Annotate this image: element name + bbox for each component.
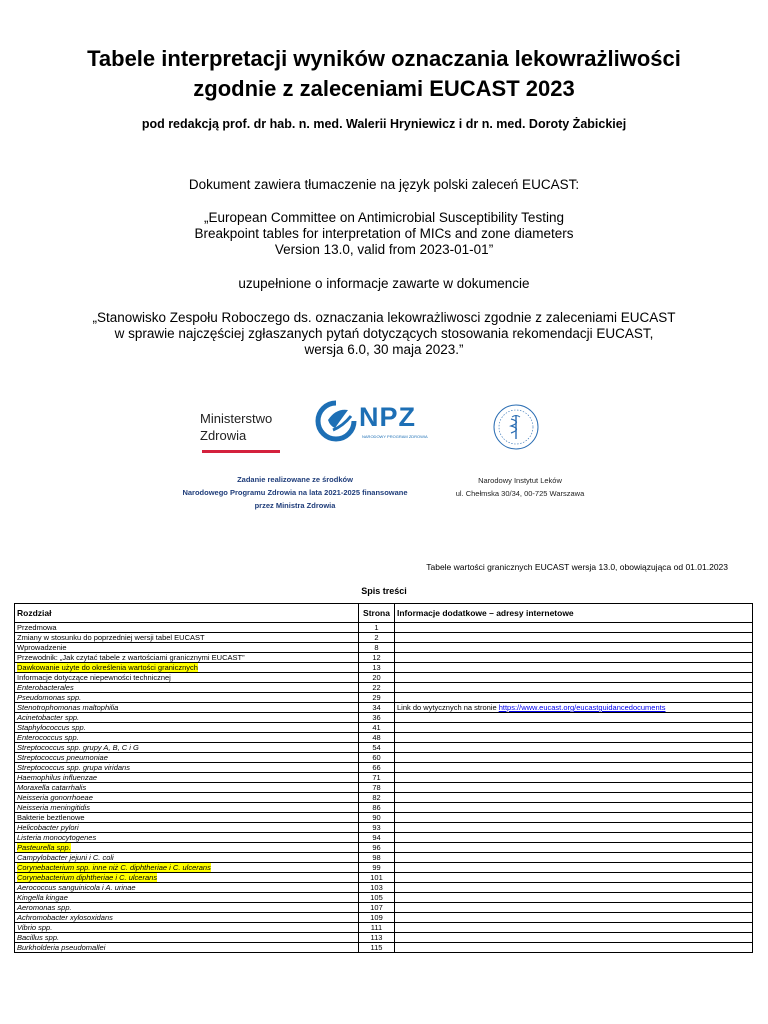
toc-chapter-cell <box>15 673 359 683</box>
toc-page-number: 13 <box>359 663 395 673</box>
toc-chapter-name[interactable]: Neisseria meningitidis <box>17 803 90 812</box>
toc-row[interactable] <box>15 923 753 933</box>
toc-page-number: 115 <box>359 943 395 953</box>
toc-chapter-name[interactable]: Enterobacterales <box>17 683 74 692</box>
toc-chapter-name[interactable]: Aeromonas spp. <box>17 903 72 912</box>
toc-row[interactable] <box>15 773 753 783</box>
npz-logo-text: NPZ <box>359 402 416 432</box>
toc-info-cell <box>395 863 753 873</box>
intro-line: Dokument zawiera tłumaczenie na język polski zaleceń EUCAST: <box>188 177 580 192</box>
toc-info-cell <box>395 923 753 933</box>
toc-row[interactable] <box>15 693 753 703</box>
toc-info-cell <box>395 913 753 923</box>
toc-chapter-cell <box>15 633 359 643</box>
toc-page-number: 54 <box>359 743 395 753</box>
toc-chapter-cell <box>15 883 359 893</box>
toc-row[interactable] <box>15 853 753 863</box>
intro-quote2-c: wersja 6.0, 30 maja 2023.” <box>304 342 464 357</box>
toc-col-info: Informacje dodatkowe – adresy internetowe <box>395 604 753 623</box>
toc-info-cell <box>395 633 753 643</box>
toc-info-cell <box>395 643 753 653</box>
toc-info-cell <box>395 753 753 763</box>
toc-row[interactable] <box>15 943 753 953</box>
toc-chapter-name[interactable]: Kingella kingae <box>17 893 68 902</box>
toc-page-number: 60 <box>359 753 395 763</box>
toc-chapter-name[interactable]: Achromobacter xylosoxidans <box>17 913 113 922</box>
toc-chapter-name[interactable]: Stenotrophomonas maltophilia <box>17 703 119 712</box>
toc-chapter-name[interactable]: Neisseria gonorrhoeae <box>17 793 93 802</box>
nil-name: Narodowy Instytut Leków <box>478 476 562 485</box>
toc-page-number: 48 <box>359 733 395 743</box>
funding-line2: Narodowego Programu Zdrowia na lata 2021-2025 finansowane <box>182 488 408 497</box>
toc-page-number: 93 <box>359 823 395 833</box>
toc-chapter-name[interactable]: Helicobacter pylori <box>17 823 79 832</box>
toc-chapter-cell <box>15 873 359 883</box>
toc-row[interactable] <box>15 873 753 883</box>
toc-info-cell <box>395 843 753 853</box>
toc-chapter-cell <box>15 843 359 853</box>
mz-logo-bar <box>202 450 280 453</box>
toc-page-number: 109 <box>359 913 395 923</box>
toc-chapter-cell <box>15 743 359 753</box>
toc-chapter-cell <box>15 733 359 743</box>
toc-row[interactable] <box>15 893 753 903</box>
toc-row[interactable] <box>15 663 753 673</box>
toc-info-cell <box>395 823 753 833</box>
toc-row[interactable] <box>15 793 753 803</box>
toc-row[interactable] <box>15 623 753 633</box>
toc-row[interactable] <box>15 883 753 893</box>
toc-page-number: 113 <box>359 933 395 943</box>
toc-chapter-cell <box>15 753 359 763</box>
toc-chapter-name[interactable]: Przewodnik: „Jak czytać tabele z wartościami granicznymi EUCAST” <box>17 653 245 662</box>
toc-chapter-cell <box>15 903 359 913</box>
toc-chapter-name[interactable]: Campylobacter jejuni i C. coli <box>17 853 114 862</box>
toc-row[interactable] <box>15 803 753 813</box>
toc-chapter-name[interactable]: Burkholderia pseudomallei <box>17 943 106 952</box>
toc-chapter-cell <box>15 813 359 823</box>
toc-page-number: 90 <box>359 813 395 823</box>
toc-page-number: 1 <box>359 623 395 633</box>
toc-chapter-name[interactable]: Bakterie beztlenowe <box>17 813 85 822</box>
toc-chapter-cell <box>15 923 359 933</box>
toc-row[interactable] <box>15 763 753 773</box>
toc-chapter-name[interactable]: Staphylococcus spp. <box>17 723 86 732</box>
toc-info-cell <box>395 623 753 633</box>
funding-line3: przez Ministra Zdrowia <box>254 501 336 510</box>
toc-chapter-name[interactable]: Streptococcus spp. grupy A, B, C i G <box>17 743 139 752</box>
toc-row[interactable] <box>15 683 753 693</box>
toc-info-cell <box>395 733 753 743</box>
document-title-line2: zgodnie z zaleceniami EUCAST 2023 <box>193 76 575 101</box>
toc-info-text: Link do wytycznych na stronie <box>397 703 499 712</box>
toc-row[interactable] <box>15 643 753 653</box>
toc-chapter-name[interactable]: Dawkowanie użyte do określenia wartości granicznych <box>17 663 198 672</box>
toc-row[interactable] <box>15 823 753 833</box>
toc-chapter-cell <box>15 663 359 673</box>
toc-info-cell <box>395 903 753 913</box>
toc-page-number: 8 <box>359 643 395 653</box>
toc-chapter-cell <box>15 893 359 903</box>
toc-info-cell <box>395 833 753 843</box>
toc-page-number: 105 <box>359 893 395 903</box>
toc-page-number: 34 <box>359 703 395 713</box>
toc-chapter-name[interactable]: Aerococcus sanguinicola i A. urinae <box>17 883 136 892</box>
toc-info-cell <box>395 693 753 703</box>
toc-chapter-name[interactable]: Streptococcus spp. grupa viridans <box>17 763 130 772</box>
nil-seal-logo <box>492 403 540 451</box>
toc-row[interactable] <box>15 933 753 943</box>
document-title-line1: Tabele interpretacji wyników oznaczania lekowrażliwości <box>87 46 681 71</box>
eucast-version-note: Tabele wartości granicznych EUCAST wersja 13.0, obowiązująca od 01.01.2023 <box>426 562 728 572</box>
toc-page-number: 98 <box>359 853 395 863</box>
toc-table <box>14 603 753 953</box>
toc-chapter-name[interactable]: Corynebacterium spp. inne niż C. diphtheriae i C. ulcerans <box>17 863 211 872</box>
toc-chapter-cell <box>15 773 359 783</box>
toc-info-cell <box>395 663 753 673</box>
nil-address <box>440 474 600 500</box>
toc-page-number: 20 <box>359 673 395 683</box>
toc-info-cell <box>395 813 753 823</box>
toc-chapter-name[interactable]: Enterococcus spp. <box>17 733 79 742</box>
toc-chapter-cell <box>15 763 359 773</box>
toc-info-cell <box>395 883 753 893</box>
toc-chapter-cell <box>15 713 359 723</box>
toc-info-cell <box>395 673 753 683</box>
toc-chapter-cell <box>15 803 359 813</box>
toc-page-number: 22 <box>359 683 395 693</box>
editors: pod redakcją prof. dr hab. n. med. Walerii Hryniewicz i dr n. med. Doroty Żabickiej <box>141 117 627 131</box>
toc-info-cell <box>395 853 753 863</box>
toc-chapter-name[interactable]: Acinetobacter spp. <box>17 713 80 722</box>
toc-chapter-cell <box>15 653 359 663</box>
toc-page-number: 101 <box>359 873 395 883</box>
toc-row[interactable] <box>15 843 753 853</box>
toc-info-cell <box>395 703 753 713</box>
toc-title: Spis treści <box>361 586 407 596</box>
toc-row[interactable] <box>15 783 753 793</box>
toc-chapter-name[interactable]: Haemophilus influenzae <box>17 773 98 782</box>
toc-chapter-cell <box>15 933 359 943</box>
toc-info-cell <box>395 893 753 903</box>
toc-chapter-cell <box>15 913 359 923</box>
toc-row[interactable] <box>15 723 753 733</box>
toc-info-cell <box>395 773 753 783</box>
intro-quote2-b: w sprawie najczęściej zgłaszanych pytań dotyczących stosowania rekomendacji EUCAST, <box>114 326 654 341</box>
ministerstwo-zdrowia-logo <box>200 410 290 455</box>
toc-chapter-cell <box>15 863 359 873</box>
toc-page-number: 111 <box>359 923 395 933</box>
toc-page-number: 99 <box>359 863 395 873</box>
toc-page-number: 94 <box>359 833 395 843</box>
npz-logo <box>315 400 430 445</box>
toc-page-number: 86 <box>359 803 395 813</box>
toc-page-number: 66 <box>359 763 395 773</box>
toc-row[interactable] <box>15 753 753 763</box>
toc-row[interactable] <box>15 743 753 753</box>
toc-chapter-name[interactable]: Vibrio spp. <box>17 923 53 932</box>
toc-info-cell <box>395 873 753 883</box>
toc-page-number: 107 <box>359 903 395 913</box>
toc-chapter-cell <box>15 693 359 703</box>
toc-page-number: 36 <box>359 713 395 723</box>
toc-row[interactable] <box>15 813 753 823</box>
toc-row[interactable] <box>15 903 753 913</box>
toc-row[interactable] <box>15 653 753 663</box>
toc-info-cell <box>395 653 753 663</box>
toc-col-chapter: Rozdział <box>15 604 359 623</box>
toc-chapter-cell <box>15 793 359 803</box>
toc-info-cell <box>395 713 753 723</box>
toc-row[interactable] <box>15 633 753 643</box>
toc-chapter-name[interactable]: Listeria monocytogenes <box>17 833 97 842</box>
toc-info-cell <box>395 683 753 693</box>
funding-note <box>160 473 430 512</box>
toc-chapter-cell <box>15 623 359 633</box>
toc-chapter-name[interactable]: Zmiany w stosunku do poprzedniej wersji tabel EUCAST <box>17 633 205 642</box>
toc-chapter-name[interactable]: Pasteurella spp. <box>17 843 71 852</box>
toc-page-number: 41 <box>359 723 395 733</box>
toc-info-cell <box>395 793 753 803</box>
toc-info-cell <box>395 943 753 953</box>
toc-info-cell <box>395 933 753 943</box>
toc-row[interactable] <box>15 673 753 683</box>
toc-row[interactable] <box>15 713 753 723</box>
toc-chapter-cell <box>15 703 359 713</box>
toc-page-number: 71 <box>359 773 395 783</box>
toc-chapter-cell <box>15 723 359 733</box>
toc-col-page: Strona <box>359 604 395 623</box>
toc-chapter-cell <box>15 783 359 793</box>
toc-info-link[interactable]: https://www.eucast.org/eucastguidancedocuments <box>498 703 666 712</box>
intro-quote1-a: „European Committee on Antimicrobial Susceptibility Testing <box>204 210 564 225</box>
toc-info-cell <box>395 743 753 753</box>
toc-page-number: 78 <box>359 783 395 793</box>
toc-page-number: 96 <box>359 843 395 853</box>
toc-chapter-name[interactable]: Informacje dotyczące niepewności technicznej <box>17 673 171 682</box>
toc-page-number: 82 <box>359 793 395 803</box>
toc-row[interactable] <box>15 733 753 743</box>
toc-body <box>15 623 753 953</box>
toc-chapter-name[interactable]: Wprowadzenie <box>17 643 67 652</box>
toc-chapter-cell <box>15 833 359 843</box>
toc-info-cell <box>395 723 753 733</box>
intro-line2: uzupełnione o informacje zawarte w dokumencie <box>238 276 530 291</box>
npz-logo-subtext: NARODOWY PROGRAM ZDROWIA <box>362 434 428 439</box>
npz-emblem-icon <box>315 400 357 442</box>
toc-chapter-name[interactable]: Streptococcus pneumoniae <box>17 753 108 762</box>
nil-street: ul. Chełmska 30/34, 00-725 Warszawa <box>455 489 585 498</box>
intro-quote1-c: Version 13.0, valid from 2023-01-01” <box>274 242 494 257</box>
funding-line1: Zadanie realizowane ze środków <box>237 475 353 484</box>
toc-row[interactable] <box>15 913 753 923</box>
toc-row[interactable] <box>15 703 753 713</box>
toc-chapter-cell <box>15 853 359 863</box>
toc-chapter-name[interactable]: Corynebacterium diphtheriae i C. ulcerans <box>17 873 158 882</box>
toc-chapter-cell <box>15 683 359 693</box>
intro-quote1-b: Breakpoint tables for interpretation of MICs and zone diameters <box>194 226 574 241</box>
toc-header-row <box>15 604 753 623</box>
toc-info-cell <box>395 763 753 773</box>
nil-seal-icon <box>492 403 540 451</box>
toc-chapter-name[interactable]: Pseudomonas spp. <box>17 693 82 702</box>
toc-page-number: 29 <box>359 693 395 703</box>
mz-logo-line2: Zdrowia <box>200 428 247 443</box>
toc-row[interactable] <box>15 863 753 873</box>
toc-page-number: 103 <box>359 883 395 893</box>
mz-logo-line1: Ministerstwo <box>200 411 273 426</box>
toc-info-cell <box>395 783 753 793</box>
toc-chapter-name[interactable]: Moraxella catarrhalis <box>17 783 87 792</box>
toc-chapter-name[interactable]: Bacillus spp. <box>17 933 60 942</box>
toc-chapter-cell <box>15 943 359 953</box>
intro-quote2-a: „Stanowisko Zespołu Roboczego ds. oznaczania lekowrażliwosci zgodnie z zaleceniami EUCAST <box>92 310 676 325</box>
toc-chapter-cell <box>15 823 359 833</box>
toc-page-number: 12 <box>359 653 395 663</box>
toc-page-number: 2 <box>359 633 395 643</box>
toc-chapter-cell <box>15 643 359 653</box>
toc-info-cell <box>395 803 753 813</box>
toc-chapter-name[interactable]: Przedmowa <box>17 623 57 632</box>
toc-row[interactable] <box>15 833 753 843</box>
